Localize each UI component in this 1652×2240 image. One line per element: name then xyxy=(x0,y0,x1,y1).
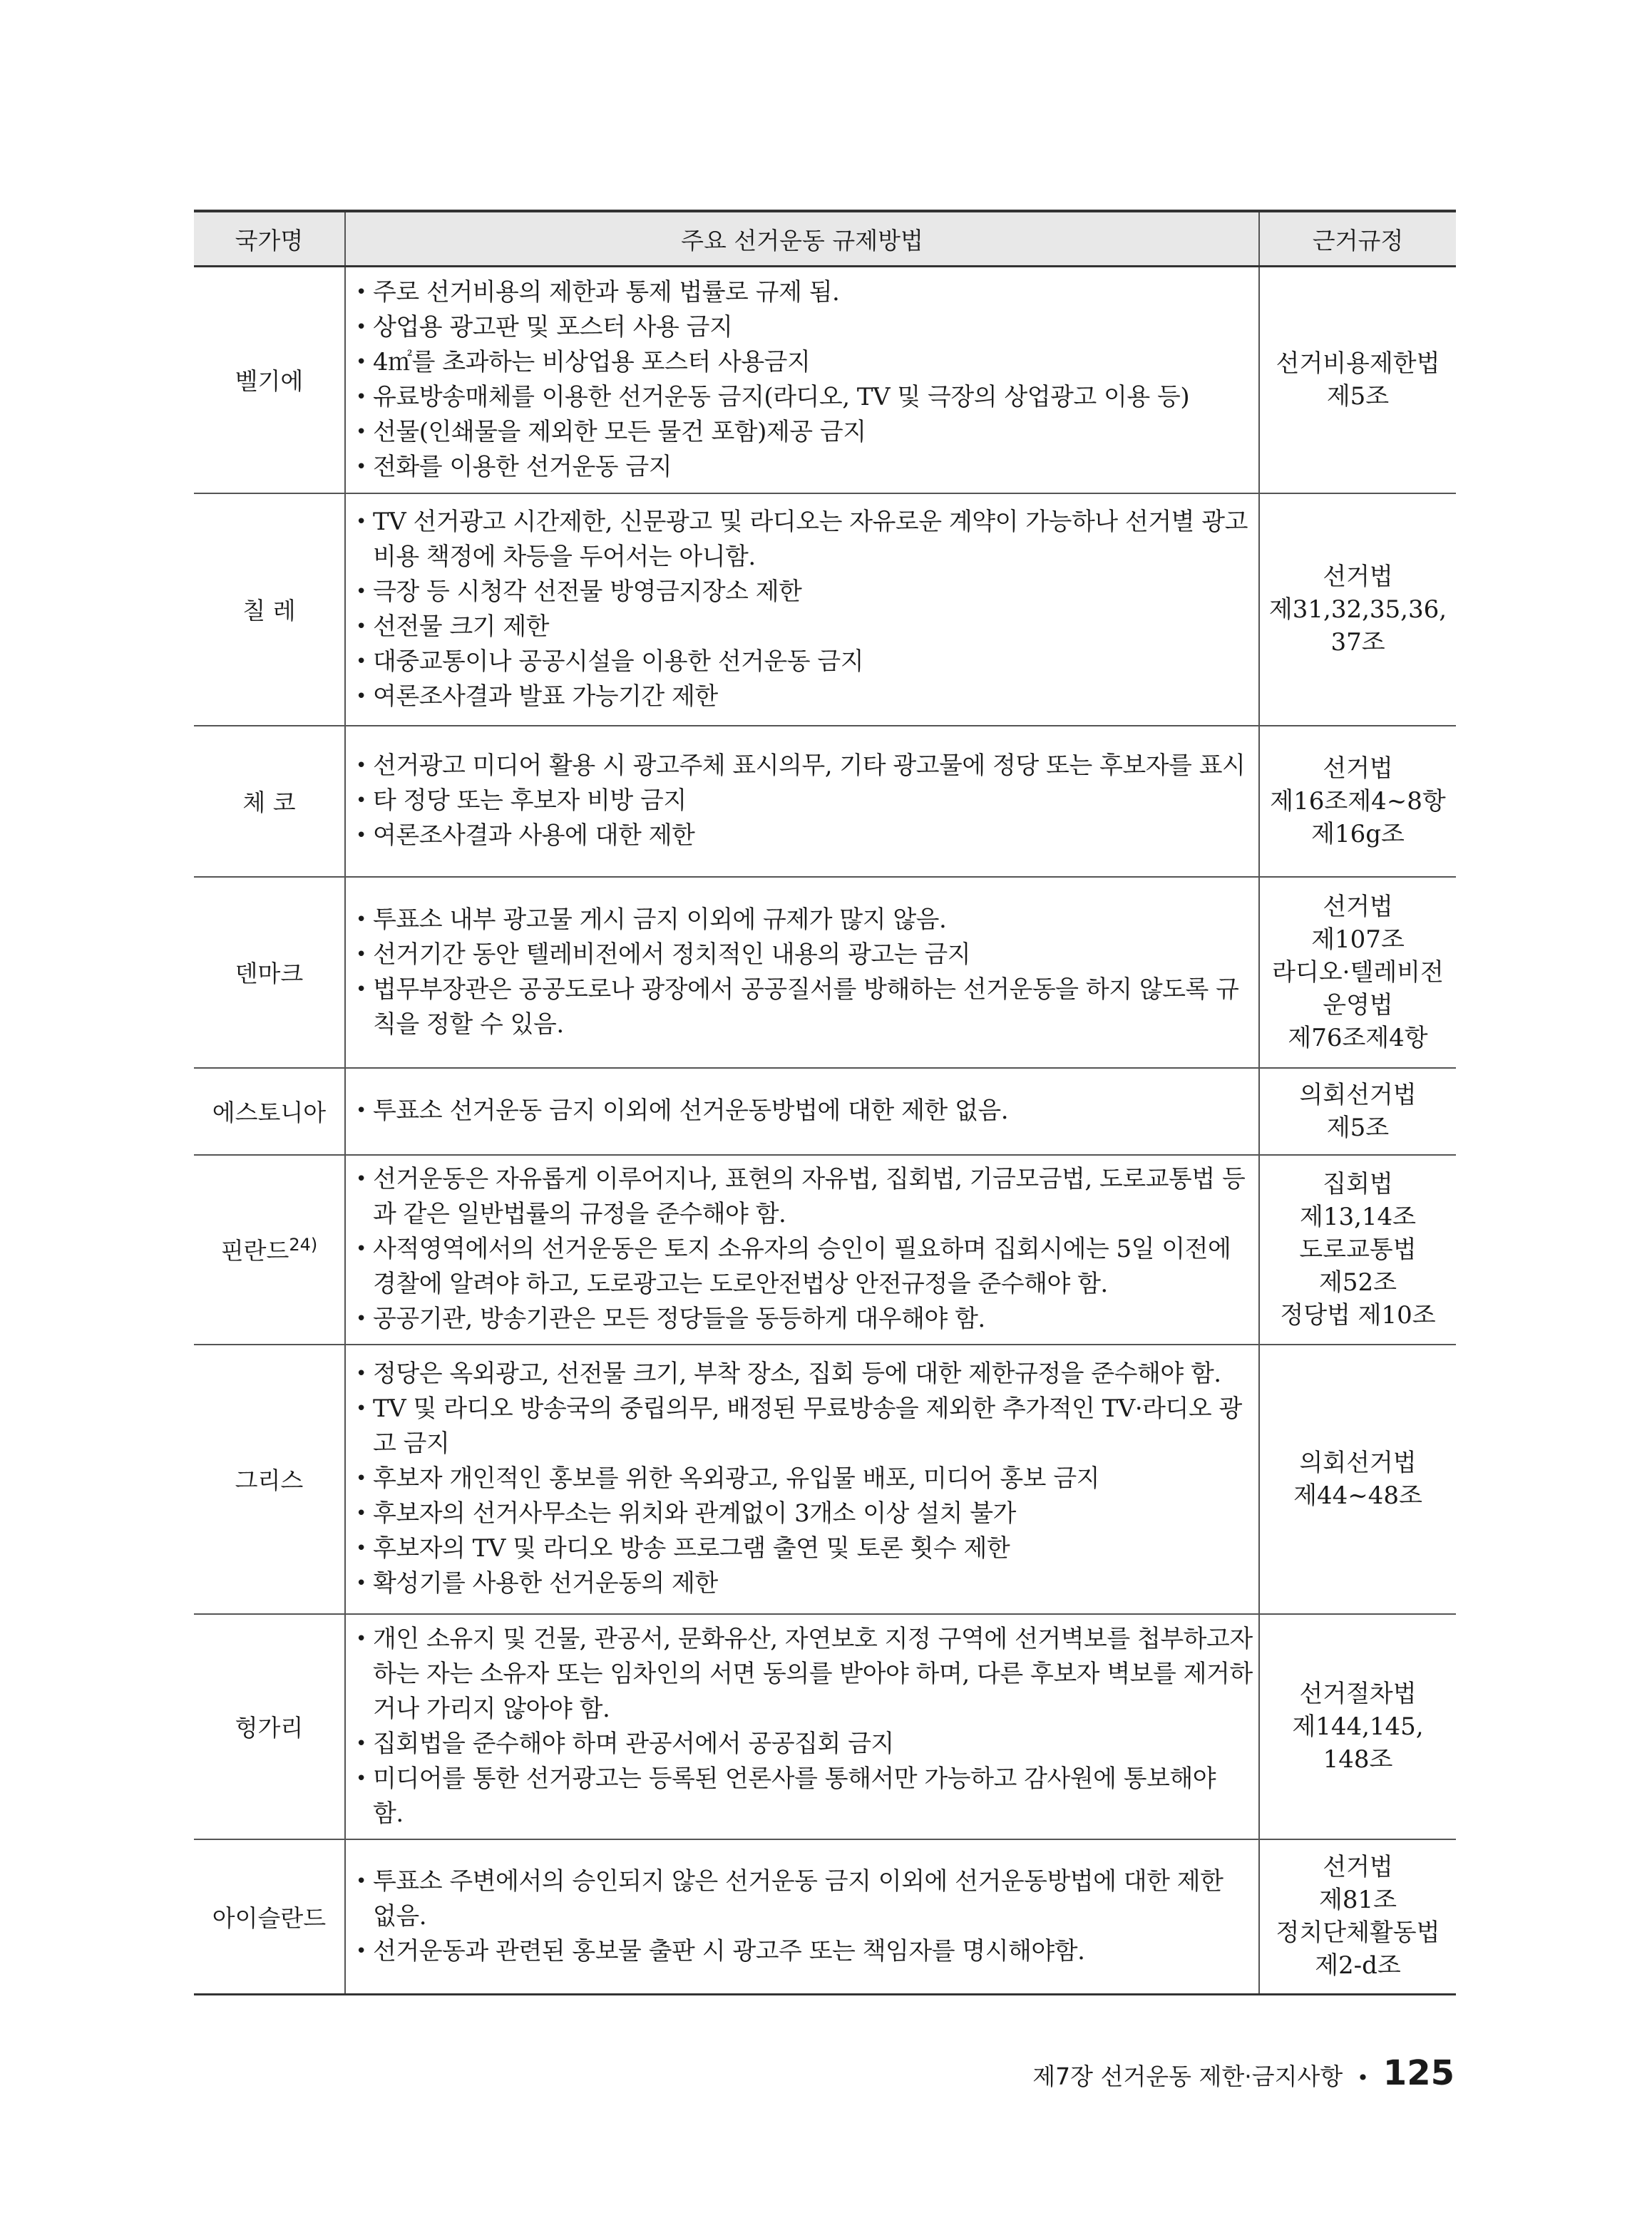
method-item: • 법무부장관은 공공도로나 광장에서 공공질서를 방해하는 선거운동을 하지 않도록 규칙을 정할 수 있음. xyxy=(356,972,1253,1042)
method-item: • 투표소 주변에서의 승인되지 않은 선거운동 금지 이외에 선거운동방법에 대한 제한 없음. xyxy=(356,1864,1253,1934)
country-name: 체 코 xyxy=(242,788,296,816)
law-line: 제2-d조 xyxy=(1315,1951,1401,1980)
law-line: 선거법 xyxy=(1323,754,1393,783)
law-line: 선거법 xyxy=(1323,1853,1393,1882)
law-line: 제13,14조 xyxy=(1299,1202,1417,1231)
method-item: • 4㎡를 초과하는 비상업용 포스터 사용금지 xyxy=(356,345,1253,380)
country-name: 핀란드 xyxy=(220,1237,289,1265)
law-line: 집회법 xyxy=(1323,1169,1393,1198)
law-line: 제5조 xyxy=(1326,381,1390,411)
law-line: 정치단체활동법 xyxy=(1276,1918,1440,1948)
methods-cell xyxy=(345,1345,1259,1614)
law-line: 제31,32,35,36, xyxy=(1268,595,1447,624)
methods-cell xyxy=(345,493,1259,726)
table-row xyxy=(194,267,1456,493)
table-row xyxy=(194,877,1456,1068)
country-cell xyxy=(194,267,345,493)
law-line: 제16조제4~8항 xyxy=(1270,786,1446,816)
method-item: • 선거광고 미디어 활용 시 광고주체 표시의무, 기타 광고물에 정당 또는 후보자를 표시 xyxy=(356,749,1253,784)
method-item: • 주로 선거비용의 제한과 통제 법률로 규제 됨. xyxy=(356,275,1253,310)
header-methods: 주요 선거운동 규제방법 xyxy=(345,211,1259,267)
country-name: 아이슬란드 xyxy=(212,1904,327,1932)
table-row xyxy=(194,1345,1456,1614)
method-item: • 상업용 광고판 및 포스터 사용 금지 xyxy=(356,310,1253,345)
law-line: 제52조 xyxy=(1319,1268,1397,1297)
country-name: 그리스 xyxy=(235,1466,304,1494)
method-item: • 개인 소유지 및 건물, 관공서, 문화유산, 자연보호 지정 구역에 선거벽보를 첩부하고자 하는 자는 소유자 또는 임차인의 서면 동의를 받아야 하며, 다른 후보자 벽보를 제거하거나 가리지 않아야 함. xyxy=(356,1622,1253,1727)
law-line: 의회선거법 xyxy=(1299,1080,1417,1109)
table-row xyxy=(194,1155,1456,1345)
table-header-row xyxy=(194,211,1456,267)
country-name: 벨기에 xyxy=(235,367,304,396)
country-cell xyxy=(194,1614,345,1839)
methods-cell xyxy=(345,726,1259,877)
law-line: 제5조 xyxy=(1326,1113,1390,1142)
table-row xyxy=(194,1614,1456,1839)
country-name: 헝가리 xyxy=(235,1714,304,1742)
law-line: 제144,145, xyxy=(1292,1712,1424,1741)
method-item: • 정당은 옥외광고, 선전물 크기, 부착 장소, 집회 등에 대한 제한규정을 준수해야 함. xyxy=(356,1357,1253,1392)
table-row xyxy=(194,493,1456,726)
method-item: • 후보자 개인적인 홍보를 위한 옥외광고, 유입물 배포, 미디어 홍보 금지 xyxy=(356,1461,1253,1496)
method-item: • 선전물 크기 제한 xyxy=(356,610,1253,644)
footer-separator: • xyxy=(1357,2066,1369,2090)
law-line: 제76조제4항 xyxy=(1288,1023,1428,1052)
chapter-title: 제7장 선거운동 제한·금지사항 xyxy=(1032,2062,1343,2090)
law-cell xyxy=(1259,1068,1456,1155)
country-cell xyxy=(194,877,345,1068)
method-item: • 유료방송매체를 이용한 선거운동 금지(라디오, TV 및 극장의 상업광고 이용 등) xyxy=(356,380,1253,415)
law-cell xyxy=(1259,1155,1456,1345)
law-line: 선거비용제한법 xyxy=(1276,349,1440,378)
method-item: • 미디어를 통한 선거광고는 등록된 언론사를 통해서만 가능하고 감사원에 통보해야 함. xyxy=(356,1762,1253,1831)
law-line: 도로교통법 xyxy=(1299,1235,1417,1264)
method-item: • 공공기관, 방송기관은 모든 정당들을 동등하게 대우해야 함. xyxy=(356,1302,1253,1337)
method-item: • 집회법을 준수해야 하며 관공서에서 공공집회 금지 xyxy=(356,1727,1253,1762)
method-item: • 후보자의 TV 및 라디오 방송 프로그램 출연 및 토론 횟수 제한 xyxy=(356,1531,1253,1566)
country-cell xyxy=(194,1345,345,1614)
law-cell xyxy=(1259,493,1456,726)
page-number: 125 xyxy=(1382,2053,1455,2093)
law-line: 라디오·텔레비전 xyxy=(1272,957,1444,987)
methods-cell xyxy=(345,1068,1259,1155)
method-item: • TV 선거광고 시간제한, 신문광고 및 라디오는 자유로운 계약이 가능하나 선거별 광고비용 책정에 차등을 두어서는 아니함. xyxy=(356,505,1253,575)
law-line: 37조 xyxy=(1330,627,1385,657)
country-cell xyxy=(194,493,345,726)
law-cell xyxy=(1259,1614,1456,1839)
methods-cell xyxy=(345,267,1259,493)
law-line: 의회선거법 xyxy=(1299,1448,1417,1477)
method-item: • 선물(인쇄물을 제외한 모든 물건 포함)제공 금지 xyxy=(356,415,1253,450)
law-line: 148조 xyxy=(1323,1745,1393,1774)
country-cell xyxy=(194,726,345,877)
method-item: • 투표소 내부 광고물 게시 금지 이외에 규제가 많지 않음. xyxy=(356,903,1253,937)
methods-cell xyxy=(345,1155,1259,1345)
country-cell xyxy=(194,1839,345,1995)
method-item: • 대중교통이나 공공시설을 이용한 선거운동 금지 xyxy=(356,644,1253,679)
header-law: 근거규정 xyxy=(1259,211,1456,267)
method-item: • 투표소 선거운동 금지 이외에 선거운동방법에 대한 제한 없음. xyxy=(356,1094,1253,1129)
table-row xyxy=(194,726,1456,877)
methods-cell xyxy=(345,1839,1259,1995)
header-country: 국가명 xyxy=(194,211,345,267)
table-row xyxy=(194,1839,1456,1995)
law-cell xyxy=(1259,1345,1456,1614)
method-item: • 선거운동은 자유롭게 이루어지나, 표현의 자유법, 집회법, 기금모금법, 도로교통법 등과 같은 일반법률의 규정을 준수해야 함. xyxy=(356,1162,1253,1232)
regulation-table xyxy=(194,210,1456,1995)
method-item: • 사적영역에서의 선거운동은 토지 소유자의 승인이 필요하며 집회시에는 5일 이전에 경찰에 알려야 하고, 도로광고는 도로안전법상 안전규정을 준수해야 함. xyxy=(356,1232,1253,1302)
country-name: 덴마크 xyxy=(235,960,304,987)
law-line: 제44~48조 xyxy=(1293,1481,1422,1510)
method-item: • 선거운동과 관련된 홍보물 출판 시 광고주 또는 책임자를 명시해야함. xyxy=(356,1934,1253,1969)
method-item: • 전화를 이용한 선거운동 금지 xyxy=(356,450,1253,485)
law-cell xyxy=(1259,726,1456,877)
footnote-ref: 24) xyxy=(289,1235,318,1255)
law-line: 운영법 xyxy=(1323,990,1393,1019)
country-cell xyxy=(194,1155,345,1345)
method-item: • 여론조사결과 발표 가능기간 제한 xyxy=(356,679,1253,714)
page-footer xyxy=(1032,2053,1455,2093)
law-line: 제16g조 xyxy=(1311,819,1405,848)
methods-cell xyxy=(345,877,1259,1068)
law-cell xyxy=(1259,877,1456,1068)
method-item: • TV 및 라디오 방송국의 중립의무, 배정된 무료방송을 제외한 추가적인 TV·라디오 광고 금지 xyxy=(356,1392,1253,1461)
methods-cell xyxy=(345,1614,1259,1839)
method-item: • 극장 등 시청각 선전물 방영금지장소 제한 xyxy=(356,575,1253,610)
method-item: • 타 정당 또는 후보자 비방 금지 xyxy=(356,784,1253,818)
country-name: 에스토니아 xyxy=(212,1099,327,1126)
method-item: • 확성기를 사용한 선거운동의 제한 xyxy=(356,1566,1253,1601)
method-item: • 여론조사결과 사용에 대한 제한 xyxy=(356,818,1253,853)
country-cell xyxy=(194,1068,345,1155)
country-name: 칠 레 xyxy=(242,597,296,625)
law-line: 제81조 xyxy=(1319,1886,1397,1915)
law-line: 선거법 xyxy=(1323,892,1393,921)
method-item: • 후보자의 선거사무소는 위치와 관계없이 3개소 이상 설치 불가 xyxy=(356,1496,1253,1531)
law-line: 선거법 xyxy=(1323,562,1393,591)
law-line: 정당법 제10조 xyxy=(1280,1300,1436,1330)
table-row xyxy=(194,1068,1456,1155)
law-line: 제107조 xyxy=(1311,925,1405,954)
method-item: • 선거기간 동안 텔레비전에서 정치적인 내용의 광고는 금지 xyxy=(356,937,1253,972)
law-cell xyxy=(1259,267,1456,493)
law-cell xyxy=(1259,1839,1456,1995)
law-line: 선거절차법 xyxy=(1299,1679,1417,1708)
